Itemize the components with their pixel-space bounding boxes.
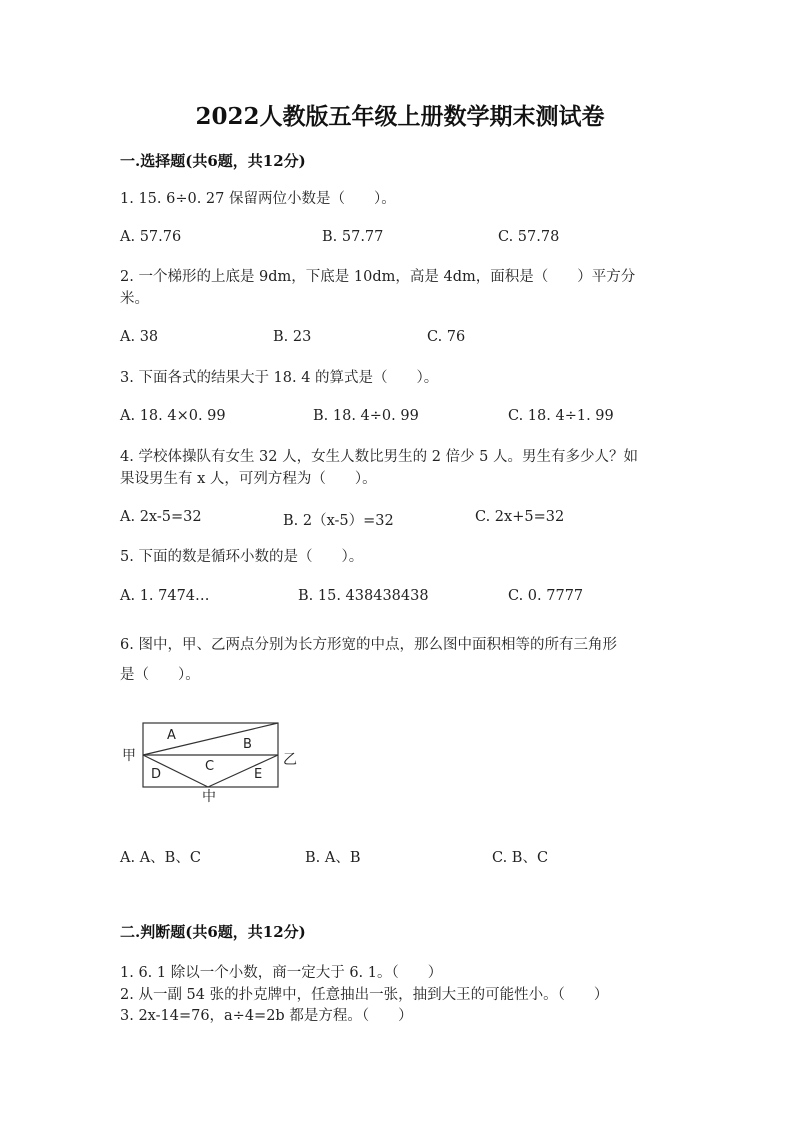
option-1b: B. 57.77: [322, 229, 384, 245]
option-3a: A. 18. 4×0. 99: [120, 408, 226, 424]
question-2-line2: 米。: [120, 291, 149, 307]
option-3c: C. 18. 4÷1. 99: [508, 408, 614, 424]
question-5: 5. 下面的数是循环小数的是（ ）。: [120, 549, 364, 565]
option-4b: B. 2（x-5）=32: [283, 513, 394, 529]
point-label-jia: 甲: [122, 748, 136, 764]
option-4a: A. 2x-5=32: [120, 509, 202, 525]
question-6-line1: 6. 图中，甲、乙两点分别为长方形宽的中点，那么图中面积相等的所有三角形: [120, 637, 617, 653]
option-5b: B. 15. 438438438: [298, 588, 429, 604]
question-1: 1. 15. 6÷0. 27 保留两位小数是（ ）。: [120, 191, 396, 207]
option-6a: A. A、B、C: [120, 850, 201, 866]
option-2b: B. 23: [273, 329, 312, 345]
option-1a: A. 57.76: [120, 229, 182, 245]
region-label-d: D: [151, 767, 162, 782]
page-title: 2022人教版五年级上册数学期末测试卷: [195, 103, 605, 130]
section-heading-judgment: 二.判断题(共6题，共12分): [120, 923, 306, 941]
option-5a: A. 1. 7474…: [120, 588, 210, 604]
question-4-line2: 果设男生有 x 人，可列方程为（ ）。: [120, 471, 377, 487]
option-6b: B. A、B: [305, 850, 361, 866]
option-4c: C. 2x+5=32: [475, 509, 565, 525]
judgment-question-1: 1. 6. 1 除以一个小数，商一定大于 6. 1。（ ）: [120, 965, 443, 981]
figure-right-slope: [208, 755, 278, 787]
option-6c: C. B、C: [492, 850, 549, 866]
question-6-line2: 是（ ）。: [120, 667, 200, 683]
section-heading-choice: 一.选择题(共6题，共12分): [120, 152, 306, 170]
question-2-line1: 2. 一个梯形的上底是 9dm，下底是 10dm，高是 4dm，面积是（ ）平方分: [120, 269, 636, 285]
point-label-yi: 乙: [283, 752, 297, 768]
region-label-e: E: [254, 767, 263, 782]
option-1c: C. 57.78: [498, 229, 560, 245]
region-label-c: C: [205, 759, 215, 774]
rectangle-triangle-figure: [118, 715, 308, 805]
option-2a: A. 38: [120, 329, 159, 345]
point-label-zhong: 中: [202, 789, 216, 805]
judgment-question-2: 2. 从一副 54 张的扑克牌中，任意抽出一张，抽到大王的可能性小。（ ）: [120, 987, 609, 1003]
region-label-b: B: [243, 737, 252, 752]
judgment-question-3: 3. 2x-14=76，a÷4=2b 都是方程。（ ）: [120, 1008, 413, 1024]
option-3b: B. 18. 4÷0. 99: [313, 408, 419, 424]
question-3: 3. 下面各式的结果大于 18. 4 的算式是（ ）。: [120, 370, 439, 386]
region-label-a: A: [167, 728, 176, 743]
option-5c: C. 0. 7777: [508, 588, 584, 604]
figure-diagonal: [143, 723, 278, 755]
question-4-line1: 4. 学校体操队有女生 32 人，女生人数比男生的 2 倍少 5 人。男生有多少人？如: [120, 449, 638, 465]
option-2c: C. 76: [427, 329, 466, 345]
